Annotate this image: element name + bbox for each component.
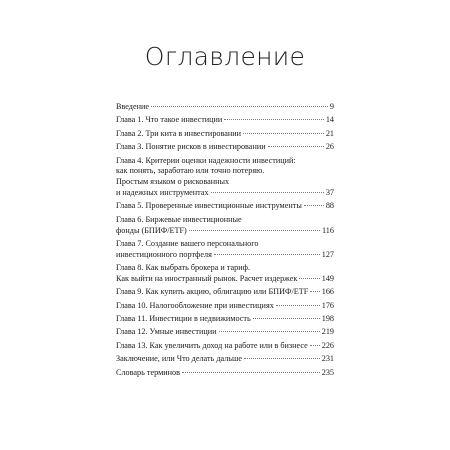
toc-entry [116, 263, 334, 285]
toc-entry-title: Глава 13. Как увеличить доход на работе или в бизнесе [116, 340, 308, 350]
toc-page-number: 88 [325, 201, 334, 211]
toc-page-number: 219 [321, 327, 334, 337]
toc-page-number: 198 [321, 314, 334, 324]
dot-leader [253, 318, 320, 319]
toc-page-number: 21 [325, 128, 334, 138]
page-title: Оглавление [144, 42, 306, 71]
toc-entry [116, 327, 334, 338]
toc-entry-title: Глава 10. Налогообложение при инвестициях [116, 300, 274, 310]
dot-leader [214, 254, 320, 255]
toc-page-number: 149 [321, 273, 334, 283]
toc-entry-title: Глава 2. Три кита в инвестировании [116, 128, 242, 138]
toc-entry [116, 129, 334, 140]
toc-entry-title: Как выйти на иностранный рынок. Расчет издержек [116, 273, 298, 283]
dot-leader [304, 205, 324, 206]
dot-leader [244, 358, 320, 359]
dot-leader [219, 331, 320, 332]
toc-entry [116, 301, 334, 312]
toc-entry-title-line: Глава 6. Биржевые инвестиционные [116, 214, 242, 224]
toc-entry-title: Глава 1. Что такое инвестиции [116, 115, 223, 125]
toc-entry [116, 215, 334, 237]
toc-entry-title-line: Глава 4. Критерии оценки надежности инвестиций: [116, 155, 296, 165]
toc-entry-title: Глава 5. Проверенные инвестиционные инструменты [116, 201, 302, 211]
toc-entry-line [116, 327, 334, 338]
toc-entry-line [116, 368, 334, 379]
dot-leader [310, 345, 320, 346]
toc-entry-line [116, 142, 334, 153]
toc-entry-line [116, 301, 334, 312]
toc-entry-line [116, 250, 334, 261]
toc-entry-line [116, 341, 334, 352]
toc-entry-title: Словарь терминов [116, 367, 180, 377]
dot-leader [224, 119, 324, 120]
dot-leader [151, 106, 328, 107]
toc-entry-title: Глава 12. Умные инвестиции [116, 327, 217, 337]
toc-entry-line [116, 102, 334, 113]
toc-entry-title: и надежных инструментах [116, 187, 209, 197]
table-of-contents [116, 102, 334, 381]
toc-entry-title-line: как понять, заработаю или точно потеряю. [116, 166, 265, 176]
toc-page-number: 176 [321, 300, 334, 310]
toc-entry [116, 354, 334, 365]
toc-entry-title: фонды (БПИФ/ETF) [116, 225, 187, 235]
toc-entry [116, 341, 334, 352]
dot-leader [243, 133, 324, 134]
toc-page-number: 127 [321, 249, 334, 259]
dot-leader [299, 278, 319, 279]
toc-page-number: 37 [325, 187, 334, 197]
toc-page-number: 231 [321, 354, 334, 364]
toc-page-number: 116 [322, 225, 334, 235]
toc-page-number: 14 [325, 115, 334, 125]
toc-entry-title-line: Глава 8. Как выбрать брокера и тариф. [116, 263, 250, 273]
toc-entry-title: инвестиционного портфеля [116, 249, 212, 259]
toc-page-number: 235 [321, 367, 334, 377]
toc-entry-line [116, 201, 334, 212]
toc-entry-line [116, 226, 334, 237]
toc-entry-title-line: Простым языком о рискованных [116, 177, 230, 187]
toc-page-number: 166 [321, 287, 334, 297]
toc-entry-line [116, 314, 334, 325]
toc-entry-title: Глава 9. Как купить акцию, облигацию или БПИФ/ETF [116, 287, 309, 297]
toc-page-number: 26 [325, 142, 334, 152]
toc-entry [116, 115, 334, 126]
toc-entry-title-line: Глава 7. Создание вашего персонального [116, 238, 259, 248]
dot-leader [310, 291, 319, 292]
toc-entry [116, 368, 334, 379]
toc-entry-line [116, 274, 334, 285]
toc-entry-line [116, 129, 334, 140]
toc-entry [116, 156, 334, 199]
dot-leader [211, 192, 324, 193]
toc-entry-line [116, 115, 334, 126]
toc-entry [116, 201, 334, 212]
toc-entry-line [116, 354, 334, 365]
dot-leader [189, 230, 320, 231]
toc-entry-title: Глава 11. Инвестиции в недвижимость [116, 314, 251, 324]
toc-entry-title: Введение [116, 102, 150, 111]
dot-leader [276, 305, 320, 306]
toc-page-number: 9 [329, 102, 334, 111]
toc-entry [116, 142, 334, 153]
toc-entry [116, 102, 334, 113]
toc-entry [116, 314, 334, 325]
toc-entry-line [116, 188, 334, 199]
toc-entry [116, 287, 334, 298]
toc-page-number: 226 [321, 340, 334, 350]
toc-entry [116, 239, 334, 261]
toc-entry-line [116, 287, 334, 298]
toc-entry-title: Глава 3. Понятие рисков в инвестировании [116, 142, 266, 152]
dot-leader [268, 146, 324, 147]
toc-entry-title: Заключение, или Что делать дальше [116, 354, 242, 364]
dot-leader [182, 372, 320, 373]
